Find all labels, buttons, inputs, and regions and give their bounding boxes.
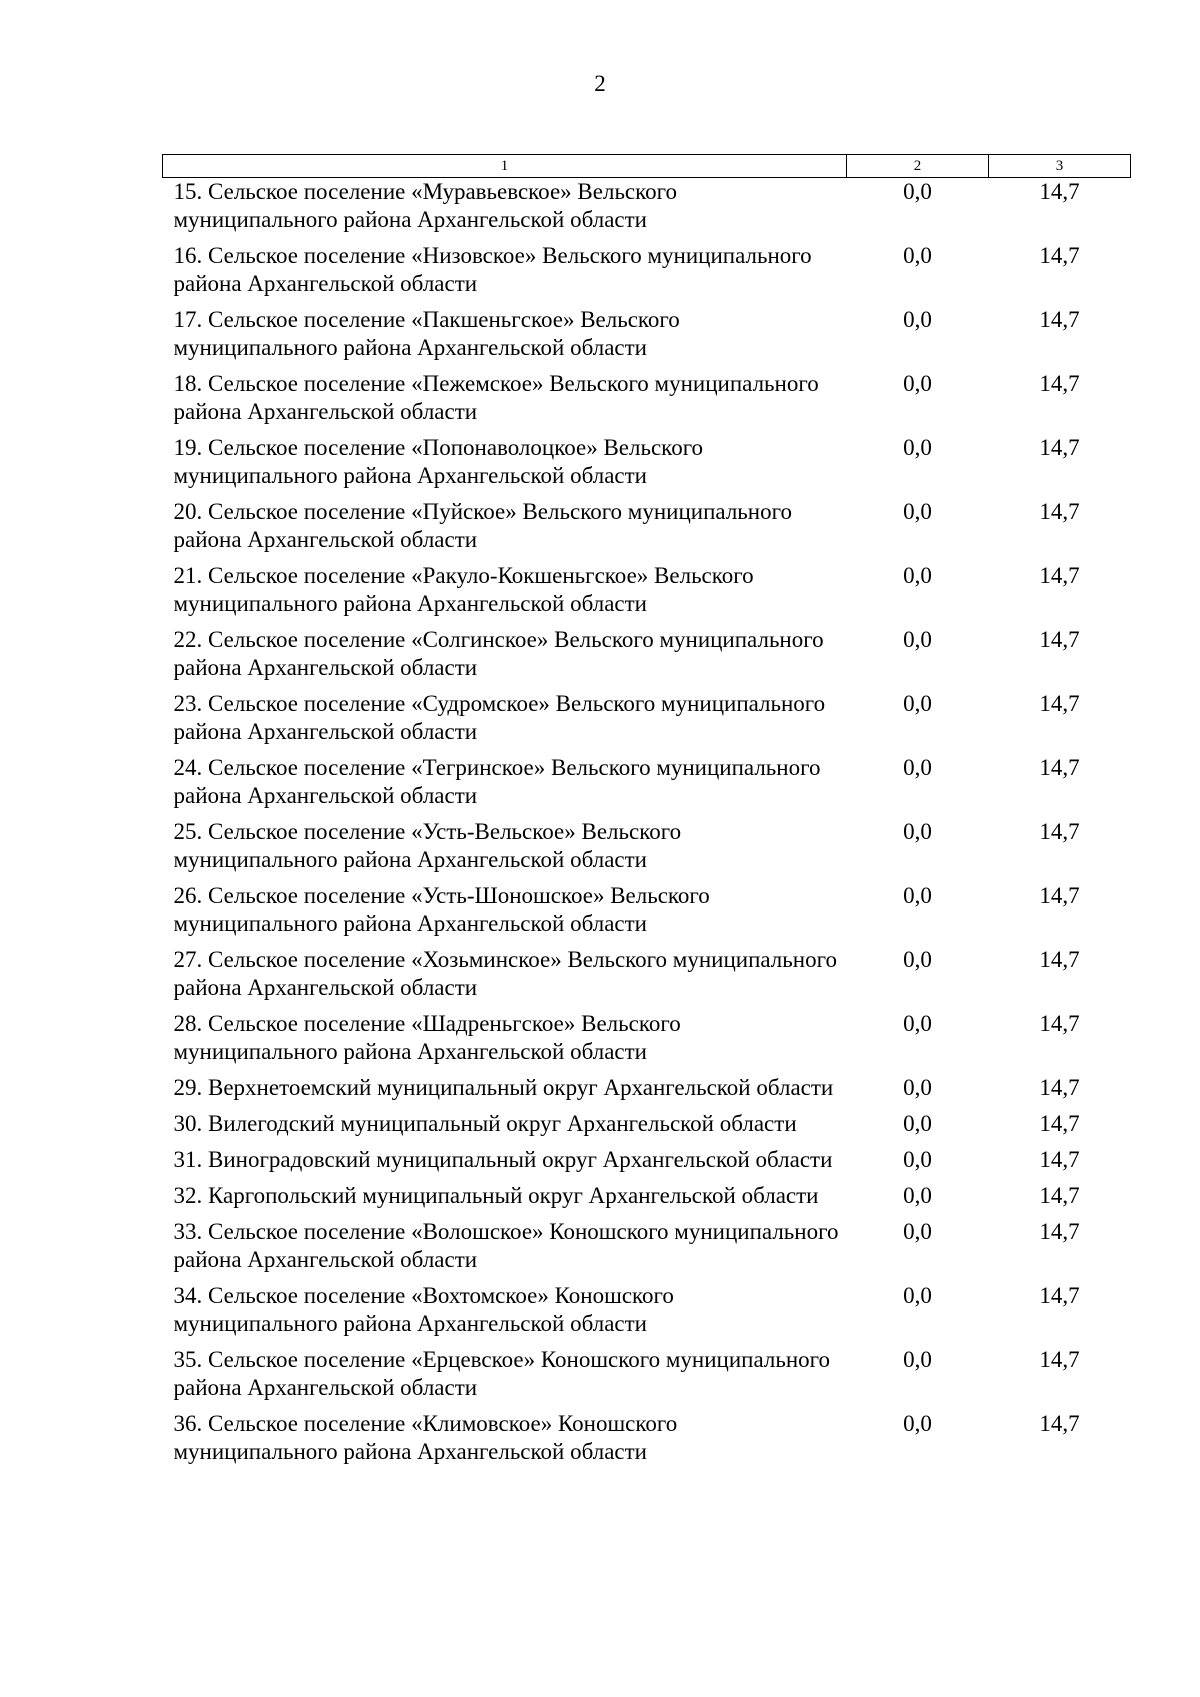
value-col2: 0,0 <box>903 1183 932 1208</box>
table-body <box>163 178 1131 1475</box>
value-col3: 14,7 <box>1039 1111 1080 1136</box>
value-col3: 14,7 <box>1039 1283 1080 1308</box>
table-row <box>163 1282 1131 1346</box>
table-row <box>163 1218 1131 1282</box>
table-row <box>163 818 1131 882</box>
value-col2: 0,0 <box>903 371 932 396</box>
table-row <box>163 1146 1131 1182</box>
municipality-name: 36. Сельское поселение «Климовское» Коношского муниципального района Архангельской области <box>173 1411 678 1464</box>
table-row <box>163 178 1131 243</box>
column-header-1: 1 <box>163 155 847 178</box>
value-col2: 0,0 <box>903 435 932 460</box>
table-row <box>163 882 1131 946</box>
municipality-name: 29. Верхнетоемский муниципальный округ Архангельской области <box>173 1075 834 1100</box>
value-col3: 14,7 <box>1039 1347 1080 1372</box>
value-col3: 14,7 <box>1039 1011 1080 1036</box>
municipality-name: 16. Сельское поселение «Низовское» Вельского муниципального района Архангельской области <box>173 243 812 296</box>
table-header-row <box>163 155 1131 178</box>
municipality-name: 17. Сельское поселение «Пакшеньгское» Вельского муниципального района Архангельской области <box>173 307 680 360</box>
table-row <box>163 242 1131 306</box>
municipality-name: 23. Сельское поселение «Судромское» Вельского муниципального района Архангельской области <box>173 691 826 744</box>
value-col2: 0,0 <box>903 243 932 268</box>
table-row <box>163 1010 1131 1074</box>
value-col2: 0,0 <box>903 1411 932 1436</box>
value-col2: 0,0 <box>903 627 932 652</box>
allocation-table <box>162 154 1131 1474</box>
value-col2: 0,0 <box>903 499 932 524</box>
municipality-name: 19. Сельское поселение «Попонаволоцкое» Вельского муниципального района Архангельской области <box>173 435 704 488</box>
municipality-name: 22. Сельское поселение «Солгинское» Вельского муниципального района Архангельской области <box>173 627 824 680</box>
value-col2: 0,0 <box>903 883 932 908</box>
table-row <box>163 690 1131 754</box>
table-row <box>163 1110 1131 1146</box>
value-col2: 0,0 <box>903 179 932 204</box>
column-header-3: 3 <box>989 155 1131 178</box>
table-row <box>163 626 1131 690</box>
table-row <box>163 754 1131 818</box>
value-col3: 14,7 <box>1039 435 1080 460</box>
municipality-name: 27. Сельское поселение «Хозьминское» Вельского муниципального района Архангельской области <box>173 947 837 1000</box>
municipality-name: 28. Сельское поселение «Шадреньгское» Вельского муниципального района Архангельской области <box>173 1011 681 1064</box>
value-col3: 14,7 <box>1039 243 1080 268</box>
municipality-name: 18. Сельское поселение «Пежемское» Вельского муниципального района Архангельской области <box>173 371 819 424</box>
municipality-name: 30. Вилегодский муниципальный округ Архангельской области <box>173 1111 797 1136</box>
value-col2: 0,0 <box>903 1147 932 1172</box>
municipality-name: 33. Сельское поселение «Волошское» Коношского муниципального района Архангельской области <box>173 1219 839 1272</box>
municipality-name: 34. Сельское поселение «Вохтомское» Коношского муниципального района Архангельской области <box>173 1283 674 1336</box>
municipality-name: 15. Сельское поселение «Муравьевское» Вельского муниципального района Архангельской области <box>173 179 678 232</box>
table-header <box>163 155 1131 178</box>
table-row <box>163 306 1131 370</box>
table-row <box>163 1074 1131 1110</box>
value-col3: 14,7 <box>1039 691 1080 716</box>
table-row <box>163 946 1131 1010</box>
value-col2: 0,0 <box>903 1075 932 1100</box>
value-col3: 14,7 <box>1039 1411 1080 1436</box>
value-col3: 14,7 <box>1039 883 1080 908</box>
table-row <box>163 370 1131 434</box>
value-col3: 14,7 <box>1039 1183 1080 1208</box>
value-col2: 0,0 <box>903 307 932 332</box>
value-col3: 14,7 <box>1039 755 1080 780</box>
table-row <box>163 1182 1131 1218</box>
value-col3: 14,7 <box>1039 307 1080 332</box>
table-row <box>163 498 1131 562</box>
value-col2: 0,0 <box>903 563 932 588</box>
column-header-2: 2 <box>847 155 989 178</box>
value-col3: 14,7 <box>1039 819 1080 844</box>
municipality-name: 32. Каргопольский муниципальный округ Архангельской области <box>173 1183 819 1208</box>
value-col3: 14,7 <box>1039 179 1080 204</box>
municipality-name: 26. Сельское поселение «Усть-Шоношское» Вельского муниципального района Архангельской области <box>173 883 710 936</box>
municipality-name: 25. Сельское поселение «Усть-Вельское» Вельского муниципального района Архангельской области <box>173 819 682 872</box>
municipality-name: 21. Сельское поселение «Ракуло-Кокшеньгское» Вельского муниципального района Архангельской области <box>173 563 754 616</box>
value-col2: 0,0 <box>903 947 932 972</box>
page-number: 2 <box>594 71 606 96</box>
table-row <box>163 1410 1131 1474</box>
value-col2: 0,0 <box>903 1347 932 1372</box>
municipality-name: 31. Виноградовский муниципальный округ Архангельской области <box>173 1147 833 1172</box>
value-col2: 0,0 <box>903 691 932 716</box>
municipality-name: 24. Сельское поселение «Тегринское» Вельского муниципального района Архангельской области <box>173 755 821 808</box>
table-row <box>163 434 1131 498</box>
value-col2: 0,0 <box>903 1283 932 1308</box>
municipality-name: 35. Сельское поселение «Ерцевское» Коношского муниципального района Архангельской области <box>173 1347 831 1400</box>
value-col3: 14,7 <box>1039 1219 1080 1244</box>
table-row <box>163 1346 1131 1410</box>
value-col3: 14,7 <box>1039 1147 1080 1172</box>
value-col3: 14,7 <box>1039 627 1080 652</box>
value-col3: 14,7 <box>1039 563 1080 588</box>
value-col2: 0,0 <box>903 1111 932 1136</box>
value-col2: 0,0 <box>903 819 932 844</box>
value-col2: 0,0 <box>903 1219 932 1244</box>
table-row <box>163 562 1131 626</box>
value-col3: 14,7 <box>1039 1075 1080 1100</box>
value-col2: 0,0 <box>903 755 932 780</box>
value-col3: 14,7 <box>1039 371 1080 396</box>
value-col3: 14,7 <box>1039 499 1080 524</box>
value-col3: 14,7 <box>1039 947 1080 972</box>
value-col2: 0,0 <box>903 1011 932 1036</box>
municipality-name: 20. Сельское поселение «Пуйское» Вельского муниципального района Архангельской области <box>173 499 792 552</box>
